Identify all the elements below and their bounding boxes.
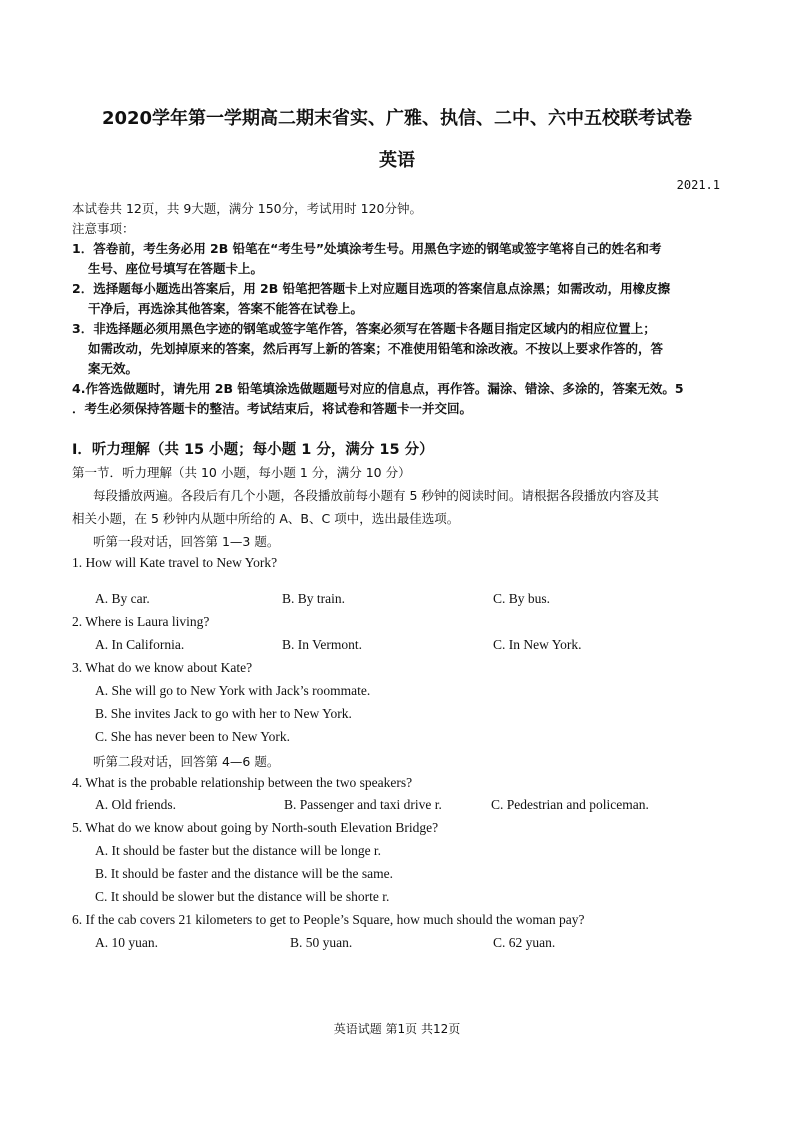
question-3-option-a: A. She will go to New York with Jack’s roommate. [95, 683, 371, 698]
instructions-line-2: 相关小题，在 5 秒钟内从题中所给的 A、B、C 项中，选出最佳选项。 [72, 511, 460, 526]
notes-heading: 注意事项： [72, 221, 135, 236]
exam-date: 2021.1 [676, 178, 720, 192]
question-5-option-c: C. It should be slower but the distance will be shorte r. [95, 889, 390, 904]
question-6-option-b: B. 50 yuan. [290, 935, 353, 950]
note-2-line-2: 干净后，再选涂其他答案，答案不能答在试卷上。 [88, 301, 364, 316]
question-4-option-b: B. Passenger and taxi drive r. [284, 797, 442, 812]
question-5-stem: 5. What do we know about going by North-south Elevation Bridge? [72, 820, 439, 835]
exam-intro: 本试卷共 12页，共 9大题，满分 150分，考试用时 120分钟。 [72, 201, 422, 216]
question-1-option-a: A. By car. [95, 591, 150, 606]
note-4-line-2: ．考生必须保持答题卡的整洁。考试结束后，将试卷和答题卡一并交回。 [72, 401, 473, 416]
question-1-stem: 1. How will Kate travel to New York? [72, 555, 278, 570]
question-6-stem: 6. If the cab covers 21 kilometers to get to People’s Square, how much should the woman pay? [72, 912, 585, 927]
question-3-option-c: C. She has never been to New York. [95, 729, 290, 744]
note-2-line-1: 2．选择题每小题选出答案后，用 2B 铅笔把答题卡上对应题目选项的答案信息点涂黑；如需改动，用橡皮擦 [72, 281, 671, 296]
note-3-line-2: 如需改动，先划掉原来的答案，然后再写上新的答案；不准使用铅笔和涂改液。不按以上要求作答的，答 [88, 341, 664, 356]
question-5-option-a: A. It should be faster but the distance will be longe r. [95, 843, 382, 858]
question-4-option-a: A. Old friends. [95, 797, 176, 812]
section-1-title: Ⅰ．听力理解（共 15 小题；每小题 1 分，满分 15 分） [72, 442, 434, 458]
exam-title: 2020学年第一学期高二期末省实、广雅、执信、二中、六中五校联考试卷 [101, 108, 693, 129]
note-3-line-3: 案无效。 [88, 361, 139, 376]
question-3-stem: 3. What do we know about Kate? [72, 660, 253, 675]
question-5-option-b: B. It should be faster and the distance will be the same. [95, 866, 394, 881]
question-2-option-b: B. In Vermont. [282, 637, 362, 652]
question-2-option-c: C. In New York. [493, 637, 582, 652]
section-1-part-1: 第一节．听力理解（共 10 小题，每小题 1 分，满分 10 分） [72, 465, 411, 480]
dialog-1-prompt: 听第一段对话，回答第 1—3 题。 [93, 534, 280, 549]
subject-title: 英语 [379, 150, 415, 171]
question-6-option-c: C. 62 yuan. [493, 935, 556, 950]
question-2-option-a: A. In California. [95, 637, 185, 652]
instructions-line-1: 每段播放两遍。各段后有几个小题，各段播放前每小题有 5 秒钟的阅读时间。请根据各段播放内容及其 [93, 488, 659, 503]
question-4-stem: 4. What is the probable relationship between the two speakers? [72, 775, 413, 790]
question-1-option-c: C. By bus. [493, 591, 551, 606]
note-4-line-1: 4.作答选做题时，请先用 2B 铅笔填涂选做题题号对应的信息点，再作答。漏涂、错涂、多涂的，答案无效。5 [72, 381, 684, 396]
question-3-option-b: B. She invites Jack to go with her to New York. [95, 706, 352, 721]
question-1-option-b: B. By train. [282, 591, 345, 606]
question-2-stem: 2. Where is Laura living? [72, 614, 210, 629]
question-4-option-c: C. Pedestrian and policeman. [491, 797, 649, 812]
page-footer: 英语试题 第1页 共12页 [333, 1022, 461, 1036]
note-3-line-1: 3．非选择题必须用黑色字迹的钢笔或签字笔作答，答案必须写在答题卡各题目指定区域内的相应位置上； [72, 321, 656, 336]
note-1-line-1: 1．答卷前，考生务必用 2B 铅笔在“考生号”处填涂考生号。用黑色字迹的钢笔或签字笔将自己的姓名和考 [72, 241, 662, 256]
question-6-option-a: A. 10 yuan. [95, 935, 158, 950]
note-1-line-2: 生号、座位号填写在答题卡上。 [88, 261, 264, 276]
dialog-2-prompt: 听第二段对话，回答第 4—6 题。 [93, 754, 280, 769]
